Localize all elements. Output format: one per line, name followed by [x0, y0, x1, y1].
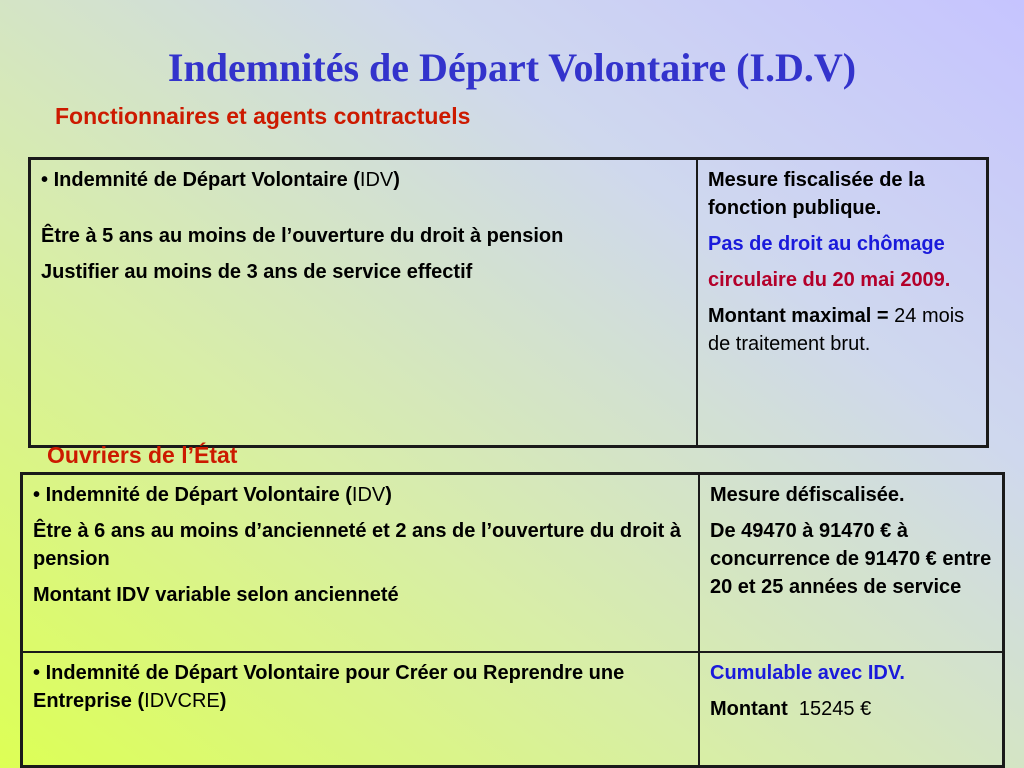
circular-reference: circulaire du 20 mai 2009.	[708, 269, 951, 291]
table-ouvriers	[20, 472, 1005, 768]
measure-defiscal: Mesure défiscalisée.	[710, 484, 905, 506]
idvcre-abbr: IDVCRE	[144, 690, 220, 712]
cell-conditions	[30, 159, 698, 447]
idvcre-item	[33, 659, 688, 715]
idv-abbr: IDV	[351, 484, 386, 506]
max-amount	[708, 302, 976, 358]
cell-details	[697, 159, 988, 447]
cell-details	[699, 474, 1004, 653]
max-amount-value: 24 mois de traitement brut.	[708, 305, 965, 355]
no-unemployment-right: Pas de droit au chômage	[708, 233, 945, 255]
idv-item	[41, 166, 686, 194]
idv-abbr: IDV	[359, 169, 394, 191]
idvcre-close: )	[219, 690, 227, 712]
condition-amount: Montant IDV variable selon ancienneté	[33, 584, 399, 606]
idv-item	[33, 481, 688, 509]
measure-fiscal: Mesure fiscalisée de la fonction publique.	[708, 169, 925, 219]
page-title: Indemnités de Départ Volontaire (I.D.V)	[167, 45, 857, 90]
table-row	[30, 159, 988, 447]
condition-age: Être à 5 ans au moins de l’ouverture du droit à pension	[41, 225, 564, 247]
cell-details	[699, 652, 1004, 767]
condition-age: Être à 6 ans au moins d’ancienneté et 2 ans de l’ouverture du droit à pension	[33, 520, 681, 570]
idv-close: )	[385, 484, 392, 506]
amount-label: Montant	[710, 698, 788, 720]
table-row	[22, 474, 1004, 653]
condition-service: Justifier au moins de 3 ans de service effectif	[41, 261, 473, 283]
cell-conditions	[22, 652, 700, 767]
section-heading-fonctionnaires: Fonctionnaires et agents contractuels	[55, 103, 471, 129]
amount-range: De 49470 à 91470 € à concurrence de 91470 € entre 20 et 25 années de service	[710, 520, 992, 598]
max-amount-label: Montant maximal =	[708, 305, 895, 327]
bullet: •	[33, 484, 41, 506]
table-row	[22, 652, 1004, 767]
amount-value: 15245 €	[798, 698, 872, 720]
section-heading-ouvriers: Ouvriers de l’État	[47, 442, 238, 468]
idvcre-label: Indemnité de Départ Volontaire pour Créer ou Reprendre une Entreprise (	[33, 662, 625, 712]
table-fonctionnaires	[28, 157, 989, 448]
bullet: •	[33, 662, 41, 684]
cell-conditions	[22, 474, 700, 653]
idv-close: )	[393, 169, 400, 191]
bullet: •	[41, 169, 49, 191]
cumulable-note: Cumulable avec IDV.	[710, 662, 905, 684]
idv-label: Indemnité de Départ Volontaire (	[45, 484, 352, 506]
idv-label: Indemnité de Départ Volontaire (	[53, 169, 360, 191]
amount	[710, 695, 992, 723]
